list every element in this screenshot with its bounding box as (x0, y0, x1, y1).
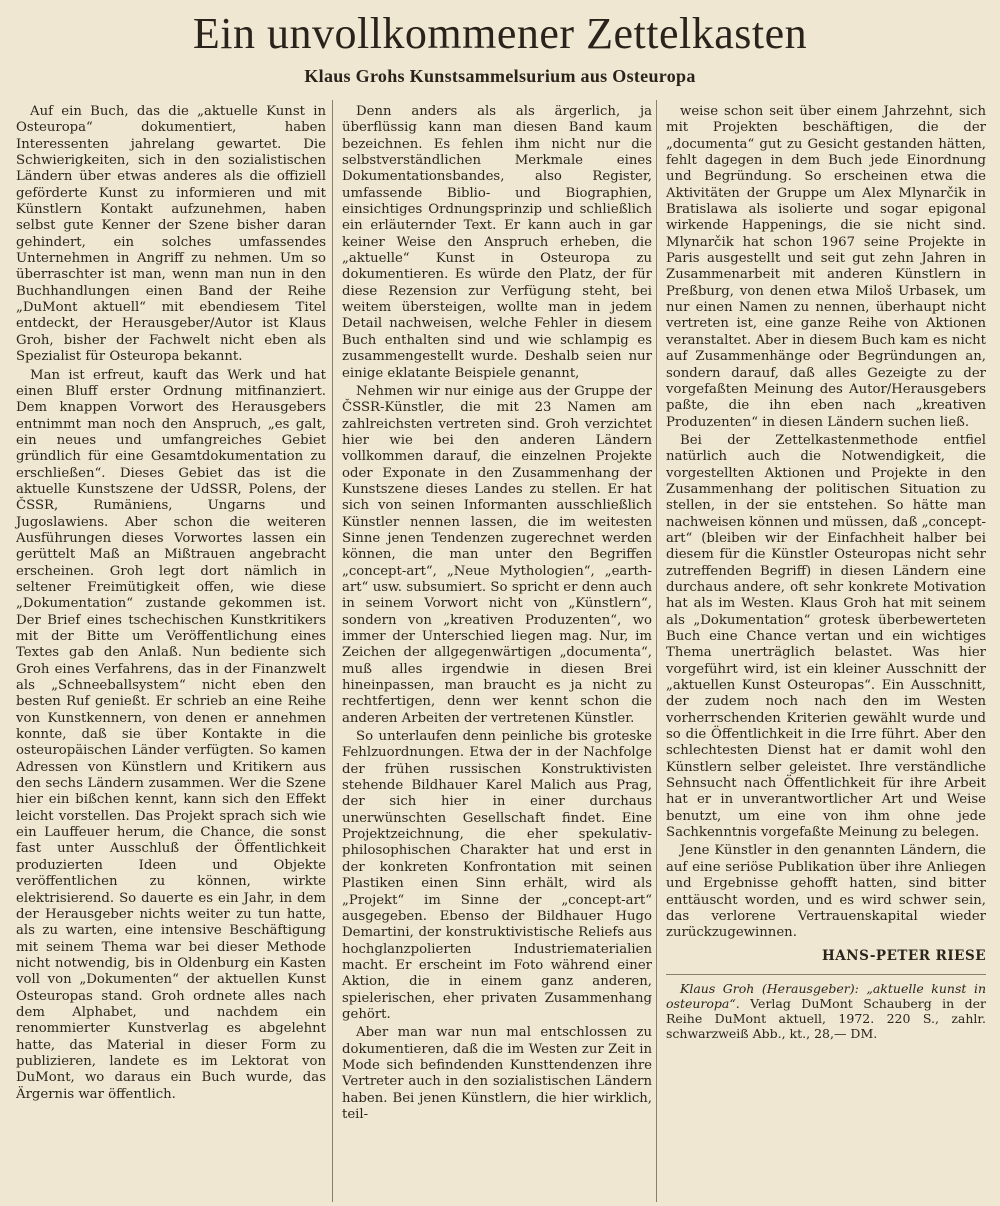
column-3 (666, 104, 986, 1041)
paragraph: Nehmen wir nur einige aus der Gruppe der ČSSR-Künstler, die mit 23 Namen am zahlreichsten vertreten sind. Groh verzichtet hier wie bei den anderen Ländern vollkommen darauf, die einzelnen Projekte oder Exponate in den Zusammenhang der Kunstszene dieses Landes zu stellen. Er hat sich von seinen Informanten ausschließlich Künstler nennen lassen, die im weitesten Sinne jenen Tendenzen zugerechnet werden können, die man unter den Begriffen „concept-art“, „Neue Mythologien“, „earth-art“ usw. subsumiert. So spricht er denn auch in seinem Vorwort nicht von „Künstlern“, sondern von „kreativen Produzenten“, wo immer der Unterschied liegen mag. Nur, im Zeichen der allgegenwärtigen „documenta“, muß alles irgendwie in diesen Brei hineinpassen, man braucht es ja nicht zu rechtfertigen, denn wer kennt schon die anderen Arbeiten der vertretenen Künstler. (342, 383, 652, 726)
bibliography-title: Klaus Groh (Herausgeber): „aktuelle kunst in osteuropa“. (666, 980, 986, 1011)
paragraph: weise schon seit über einem Jahrzehnt, sich mit Projekten beschäftigen, die der „documenta“ gut zu Gesicht gestanden hätten, fehlt dagegen in dem Buch jede Einordnung und Begründung. So erscheinen etwa die Aktivitäten der Gruppe um Alex Mlynarčik in Bratislawa als isolierte und sogar epigonal wirkende Happenings, die sie nicht sind. Mlynarčik hat schon 1967 seine Projekte in Paris ausgestellt und seit gut zehn Jahren in Zusammenarbeit mit anderen Künstlern in Preßburg, von denen etwa Miloš Urbasek, um nur einen Namen zu nennen, überhaupt nicht vertreten ist, eine ganze Reihe von Aktionen veranstaltet. Aber in diesem Buch kam es nicht auf Zusammenhänge oder Begründungen an, sondern darauf, daß alles Gezeigte zu der vorgefaßten Meinung des Autor/Herausgebers paßte, die ihn eben nach „kreativen Produzenten“ in diesen Ländern suchen ließ. (666, 104, 986, 430)
headline: Ein unvollkommener Zettelkasten (192, 9, 808, 58)
paragraph: Aber man war nun mal entschlossen zu dokumentieren, daß die im Westen zur Zeit in Mode sich befindenden Kunsttendenzen ihre Vertreter auch in den sozialistischen Ländern haben. Bei jenen Künstlern, die hier wirklich, teil- (342, 1025, 652, 1122)
subheadline: Klaus Grohs Kunstsammelsurium aus Osteuropa (304, 66, 696, 86)
paragraph: Jene Künstler in den genannten Ländern, die auf eine seriöse Publikation über ihre Anliegen und Ergebnisse gehofft hatten, sind bitter enttäuscht worden, und es wird schwer sein, das verlorene Vertrauenskapital wieder zurückzugewinnen. (666, 843, 986, 941)
paragraph: So unterlaufen denn peinliche bis groteske Fehlzuordnungen. Etwa der in der Nachfolge der frühen russischen Konstruktivisten stehende Bildhauer Karel Malich aus Prag, der sich hier in einer durchaus unerwünschten Gesellschaft findet. Eine Projektzeichnung, die eher spekulativ-philosophischen Charakter hat und erst in der konkreten Konfrontation mit seinen Plastiken einen Sinn erhält, wird als „Projekt“ im Sinne der „concept-art“ ausgegeben. Ebenso der Bildhauer Hugo Demartini, der konstruktivistische Reliefs aus hochglanzpolierten Industriematerialien macht. Er erscheint im Foto während einer Aktion, die in einem ganz anderen, spielerischen, eher privaten Zusammenhang gehört. (342, 729, 652, 1022)
paragraph: Bei der Zettelkastenmethode entfiel natürlich auch die Notwendigkeit, die vorgestellten Aktionen und Projekte in den Zusammenhang der politischen Situation zu stellen, in der sie entstehen. So hätte man nachweisen können und müssen, daß „concept-art“ (bleiben wir der Einfachheit halber bei diesem für die Künstler Osteuropas nicht sehr zutreffenden Begriff) in diesen Ländern eine durchaus andere, oft sehr konkrete Motivation hat als im Westen. Klaus Groh hat mit seinem als „Dokumentation“ grotesk überbewerteten Buch eine Chance vertan und ein wichtiges Thema unerträglich belastet. Was hier vorgeführt wird, ist ein kleiner Ausschnitt der „aktuellen Kunst Osteuropas“. Ein Ausschnitt, der zudem noch nach den im Westen vorherrschenden Kriterien gewählt wurde und so die Öffentlichkeit in die Irre führt. Aber den schlechtesten Dienst hat er damit wohl den Künstlern selber geleistet. Ihre verständliche Sehnsucht nach Öffentlichkeit für ihre Arbeit hat er in unverantwortlicher Art und Weise benutzt, um eine von ihm ohne jede Sachkenntnis vorgefaßte Meinung zu belegen. (666, 432, 986, 841)
bibliography-note (666, 981, 986, 1041)
paragraph: Auf ein Buch, das die „aktuelle Kunst in Osteuropa“ dokumentiert, haben Interessenten jahrelang gewartet. Die Schwierigkeiten, sich in den sozialistischen Ländern über etwas anderes als die offiziell geförderte Kunst zu informieren und mit Künstlern Kontakt aufzunehmen, haben selbst gute Kenner der Szene bisher daran gehindert, ein solches umfassendes Unternehmen in Angriff zu nehmen. Um so überraschter ist man, wenn man nun in den Buchhandlungen einen Band der Reihe „DuMont aktuell“ mit ebendiesem Titel entdeckt, der Herausgeber/Autor ist Klaus Groh, bisher der Fachwelt nicht eben als Spezialist für Osteuropa bekannt. (16, 104, 326, 365)
author-byline: HANS-PETER RIESE (822, 947, 986, 964)
divider (666, 974, 986, 975)
paragraph: Man ist erfreut, kauft das Werk und hat einen Bluff erster Ordnung mitfinanziert. Dem knappen Vorwort des Herausgebers entnimmt man noch den Anspruch, „es galt, ein neues und umfangreiches Gebiet gründlich für eine Gesamtdokumentation zu erschließen“. Dieses Gebiet das ist die aktuelle Kunstszene der UdSSR, Polens, der ČSSR, Rumäniens, Ungarns und Jugoslawiens. Aber schon die weiteren Ausführungen dieses Vorwortes lassen ein gerüttelt Maß an Mißtrauen angebracht erscheinen. Groh legt dort nämlich in seltener Freimütigkeit offen, wie diese „Dokumentation“ zustande gekommen ist. Der Brief eines tschechischen Kunstkritikers mit der Bitte um Veröffentlichung eines Textes gab den Anlaß. Nun bediente sich Groh eines Verfahrens, das in der Finanzwelt als „Schneeballsystem“ nicht eben den besten Ruf genießt. Er schrieb an eine Reihe von Kunstkennern, von denen er annehmen konnte, daß sie über Kontakte in die osteuropäischen Länder verfügten. So kamen Adressen von Künstlern und Kritikern aus den sechs Ländern zusammen. Wer die Szene hier ein bißchen kennt, kann sich den Effekt leicht vorstellen. Das Projekt sprach sich wie ein Lauffeuer herum, die Chance, die sonst fast unter Ausschluß der Öffentlichkeit produzierten Ideen und Objekte veröffentlichen zu können, wirkte elektrisierend. So dauerte es ein Jahr, in dem der Herausgeber nichts weiter zu tun hatte, als zu warten, eine intensive Beschäftigung mit seinem Thema war bei dieser Methode nicht notwendig, bis in Oldenburg ein Kasten voll von „Dokumenten“ der aktuellen Kunst Osteuropas stand. Groh ordnete alles nach dem Alphabet, und nachdem ein renommierter Kunstverlag es abgelehnt hatte, das Material in dieser Form zu publizieren, landete es im Lektorat von DuMont, wo daraus ein Buch wurde, das Ärgernis war öffentlich. (16, 367, 326, 1102)
bibliography-details: Verlag DuMont Schauberg in der Reihe DuMont aktuell, 1972. 220 S., zahlr. schwarzweiß Abb., kt., 28,— DM. (666, 995, 986, 1041)
paragraph: Denn anders als als ärgerlich, ja überflüssig kann man diesen Band kaum bezeichnen. Es fehlen ihm nicht nur die selbstverständlichen Merkmale eines Dokumentationsbandes, also Register, umfassende Biblio- und Biographien, einsichtiges Ordnungsprinzip und schließlich ein erläuternder Text. Er kann auch in gar keiner Weise den Anspruch erheben, die „aktuelle“ Kunst in Osteuropa zu dokumentieren. Es würde den Platz, der für diese Rezension zur Verfügung steht, bei weitem übersteigen, wollte man in jedem Detail nachweisen, welche Fehler in diesem Buch enthalten sind und wie schlampig es zusammengestellt wurde. Deshalb seien nur einige eklatante Beispiele genannt, (342, 104, 652, 381)
column-rule (656, 100, 657, 1202)
column-rule (332, 100, 333, 1202)
column-2 (342, 104, 652, 1123)
column-1 (16, 104, 326, 1103)
